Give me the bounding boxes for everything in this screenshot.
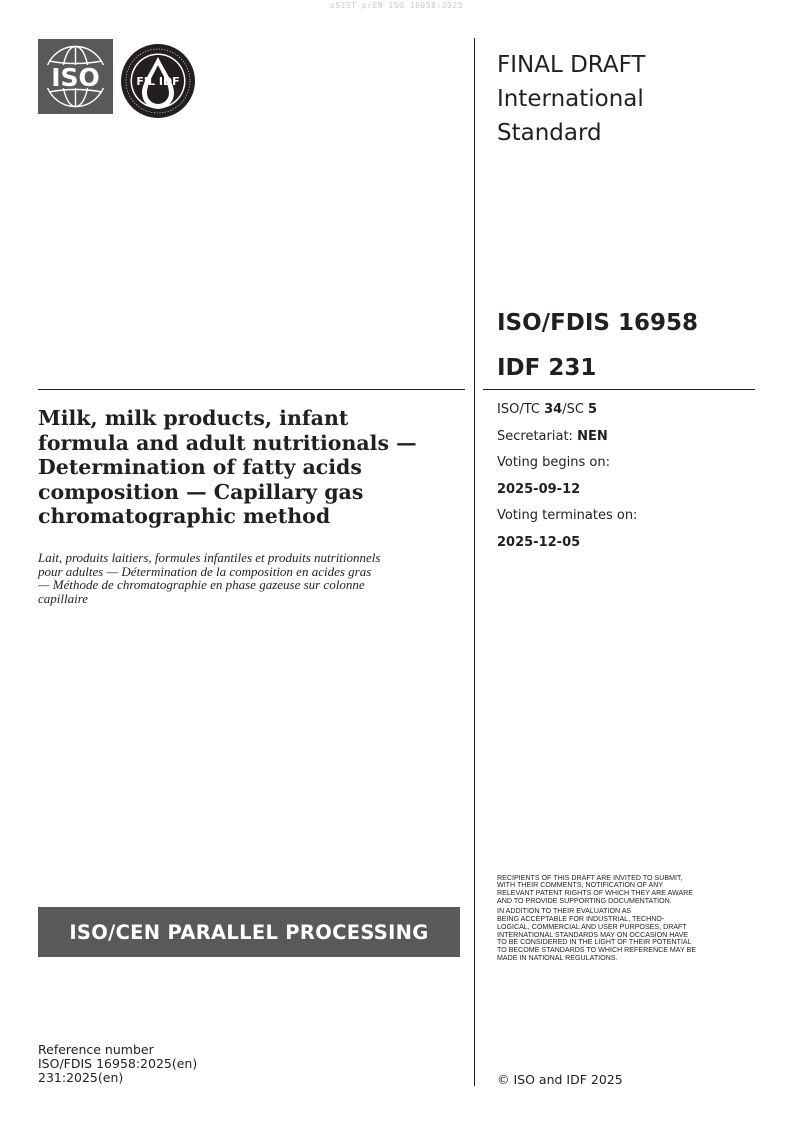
voting-begins-label: Voting begins on: bbox=[497, 455, 611, 470]
iso-logo-text: ISO bbox=[51, 63, 100, 92]
english-title bbox=[38, 406, 458, 529]
notice-line: RECIPIENTS OF THIS DRAFT ARE INVITED TO SUBMIT, bbox=[497, 873, 683, 882]
idf-number: IDF 231 bbox=[497, 355, 597, 381]
french-title bbox=[38, 551, 458, 605]
committee-info bbox=[497, 401, 757, 560]
draft-notice bbox=[497, 872, 757, 965]
reference-line: ISO/FDIS 16958:2025(en) bbox=[38, 1056, 198, 1071]
title-line: composition — Capillary gas bbox=[38, 479, 364, 504]
notice-line: LOGICAL, COMMERCIAL AND USER PURPOSES, DRAFT bbox=[497, 922, 687, 931]
committee-prefix: ISO/TC bbox=[497, 402, 545, 417]
secretariat-line bbox=[497, 428, 757, 455]
reference-label: Reference number bbox=[38, 1042, 154, 1057]
notice-line: MADE IN NATIONAL REGULATIONS. bbox=[497, 953, 618, 962]
voting-terminates-date bbox=[497, 534, 757, 561]
title-line: formula and adult nutritionals — bbox=[38, 430, 417, 455]
notice-line: TO BECOME STANDARDS TO WHICH REFERENCE MAY BE bbox=[497, 946, 697, 955]
title-line: Milk, milk products, infant bbox=[38, 406, 349, 430]
parallel-processing-banner bbox=[38, 907, 460, 957]
notice-line: WITH THEIR COMMENTS, NOTIFICATION OF ANY bbox=[497, 881, 664, 890]
doc-type-line: Standard bbox=[497, 120, 602, 146]
vertical-divider bbox=[474, 38, 475, 1086]
notice-line: RELEVANT PATENT RIGHTS OF WHICH THEY ARE AWARE bbox=[497, 889, 694, 898]
document-type bbox=[497, 48, 757, 150]
reference-number bbox=[38, 1043, 197, 1085]
title-line: chromatographic method bbox=[38, 504, 331, 528]
secretariat-label: Secretariat: bbox=[497, 428, 578, 444]
title-fr-line: Lait, produits laitiers, formules infantiles et produits nutritionnels bbox=[38, 550, 381, 565]
committee-line bbox=[497, 401, 757, 428]
right-horizontal-rule bbox=[483, 389, 755, 390]
sc-prefix: /SC bbox=[562, 402, 589, 417]
voting-begins-date-value: 2025-09-12 bbox=[497, 481, 581, 497]
standard-number: ISO/FDIS 16958 bbox=[497, 310, 699, 336]
title-fr-line: pour adultes — Détermination de la composition en acides gras bbox=[38, 563, 372, 579]
left-horizontal-rule bbox=[38, 389, 465, 390]
sc-number: 5 bbox=[588, 402, 598, 417]
notice-line: TO BE CONSIDERED IN THE LIGHT OF THEIR POTENTIAL bbox=[497, 938, 692, 947]
voting-terminates-date-value: 2025-12-05 bbox=[497, 534, 581, 550]
voting-begins-date bbox=[497, 481, 757, 508]
notice-line: INTERNATIONAL STANDARDS MAY ON OCCASION HAVE bbox=[497, 930, 689, 939]
title-line: Determination of fatty acids bbox=[38, 455, 362, 479]
notice-line: BEING ACCEPTABLE FOR INDUSTRIAL, TECHNO- bbox=[497, 914, 665, 923]
watermark: oSIST prEN ISO 16958:2025 bbox=[330, 1, 463, 10]
title-fr-line: capillaire bbox=[38, 590, 89, 606]
idf-logo-text: FIL IDF bbox=[136, 75, 180, 88]
doc-type-line: International bbox=[497, 86, 644, 112]
copyright: © ISO and IDF 2025 bbox=[497, 1072, 623, 1087]
title-fr-line: — Méthode de chromatographie en phase gazeuse sur colonne bbox=[38, 577, 365, 593]
secretariat-value: NEN bbox=[577, 428, 608, 444]
reference-line: 231:2025(en) bbox=[38, 1070, 124, 1085]
iso-logo bbox=[38, 39, 113, 114]
doc-type-line: FINAL DRAFT bbox=[497, 52, 646, 78]
notice-line: IN ADDITION TO THEIR EVALUATION AS bbox=[497, 907, 632, 916]
tc-number: 34 bbox=[544, 402, 563, 417]
banner-text: ISO/CEN PARALLEL PROCESSING bbox=[69, 920, 429, 944]
idf-logo bbox=[120, 43, 196, 119]
notice-line: AND TO PROVIDE SUPPORTING DOCUMENTATION. bbox=[497, 896, 672, 905]
voting-terminates-label: Voting terminates on: bbox=[497, 508, 638, 523]
